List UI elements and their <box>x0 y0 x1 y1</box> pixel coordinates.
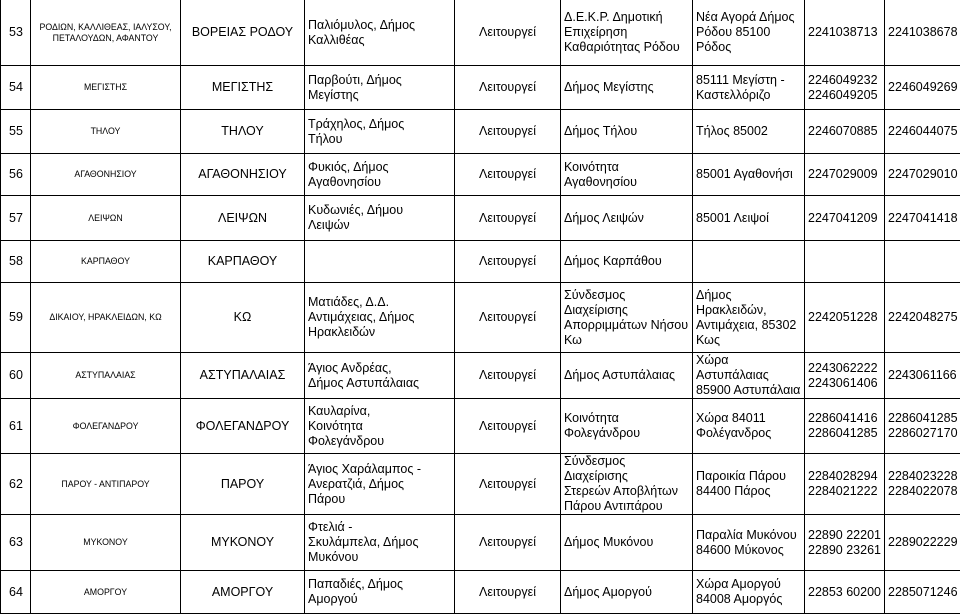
operation-status: Λειτουργεί <box>455 454 561 515</box>
island-name: ΒΟΡΕΙΑΣ ΡΟΔΟΥ <box>181 0 305 66</box>
municipalities-served: ΑΓΑΘΟΝΗΣΙΟΥ <box>31 154 181 196</box>
phone-number: 22890 22201 22890 23261 <box>805 515 885 571</box>
municipalities-served: ΚΑΡΠΑΘΟΥ <box>31 241 181 283</box>
row-number: 64 <box>1 571 31 614</box>
fax-number: 2285071246 <box>885 571 960 614</box>
phone-number: 2243062222 2243061406 <box>805 353 885 399</box>
site-location: Άγιος Χαράλαμπος - Ανερατζιά, Δήμος Πάρου <box>305 454 455 515</box>
table-row <box>1 66 960 110</box>
phone-number: 2284028294 2284021222 <box>805 454 885 515</box>
fax-number: 2289022229 <box>885 515 960 571</box>
operation-status: Λειτουργεί <box>455 515 561 571</box>
row-number: 54 <box>1 66 31 110</box>
site-location <box>305 241 455 283</box>
row-number: 58 <box>1 241 31 283</box>
municipalities-served: ΜΕΓΙΣΤΗΣ <box>31 66 181 110</box>
operator-address: Τήλος 85002 <box>693 110 805 154</box>
municipalities-served: ΑΜΟΡΓΟΥ <box>31 571 181 614</box>
operator-name: Δ.Ε.Κ.Ρ. Δημοτική Επιχείρηση Καθαριότητας Ρόδου <box>561 0 693 66</box>
operator-address: Παροικία Πάρου 84400 Πάρος <box>693 454 805 515</box>
table-row <box>1 0 960 66</box>
fax-number: 2241038678 <box>885 0 960 66</box>
operation-status: Λειτουργεί <box>455 283 561 353</box>
operator-address <box>693 241 805 283</box>
phone-number: 2246070885 <box>805 110 885 154</box>
island-name: ΠΑΡΟΥ <box>181 454 305 515</box>
municipalities-served: ΦΟΛΕΓΑΝΔΡΟΥ <box>31 399 181 454</box>
island-name: ΛΕΙΨΩΝ <box>181 196 305 241</box>
operation-status: Λειτουργεί <box>455 196 561 241</box>
operator-name: Δήμος Αμοργού <box>561 571 693 614</box>
phone-number: 2246049232 2246049205 <box>805 66 885 110</box>
island-name: ΜΕΓΙΣΤΗΣ <box>181 66 305 110</box>
operation-status: Λειτουργεί <box>455 110 561 154</box>
site-location: Ματιάδες, Δ.Δ. Αντιμάχειας, Δήμος Ηρακλειδών <box>305 283 455 353</box>
phone-number: 22853 60200 <box>805 571 885 614</box>
table-row <box>1 399 960 454</box>
row-number: 57 <box>1 196 31 241</box>
phone-number: 2247041209 <box>805 196 885 241</box>
fax-number: 2242048275 <box>885 283 960 353</box>
island-name: ΜΥΚΟΝΟΥ <box>181 515 305 571</box>
operator-address: Χώρα 84011 Φολέγανδρος <box>693 399 805 454</box>
fax-number: 2247041418 <box>885 196 960 241</box>
operator-name: Δήμος Λειψών <box>561 196 693 241</box>
fax-number: 2284023228 2284022078 <box>885 454 960 515</box>
table-row <box>1 283 960 353</box>
site-location: Φτελιά - Σκυλάμπελα, Δήμος Μυκόνου <box>305 515 455 571</box>
site-location: Καυλαρίνα, Κοινότητα Φολεγάνδρου <box>305 399 455 454</box>
operation-status: Λειτουργεί <box>455 241 561 283</box>
site-location: Φυκιός, Δήμος Αγαθονησίου <box>305 154 455 196</box>
row-number: 59 <box>1 283 31 353</box>
site-location: Παπαδιές, Δήμος Αμοργού <box>305 571 455 614</box>
operator-name: Κοινότητα Φολεγάνδρου <box>561 399 693 454</box>
fax-number: 2246044075 <box>885 110 960 154</box>
site-location: Άγιος Ανδρέας, Δήμος Αστυπάλαιας <box>305 353 455 399</box>
operator-address: 85111 Μεγίστη - Καστελλόριζο <box>693 66 805 110</box>
phone-number: 2286041416 2286041285 <box>805 399 885 454</box>
phone-number: 2241038713 <box>805 0 885 66</box>
operator-address: Δήμος Ηρακλειδών, Αντιμάχεια, 85302 Κως <box>693 283 805 353</box>
operator-address: Νέα Αγορά Δήμος Ρόδου 85100 Ρόδος <box>693 0 805 66</box>
operator-name: Κοινότητα Αγαθονησίου <box>561 154 693 196</box>
operator-name: Σύνδεσμος Διαχείρισης Στερεών Αποβλήτων Πάρου Αντιπάρου <box>561 454 693 515</box>
row-number: 55 <box>1 110 31 154</box>
operator-address: Χώρα Αστυπάλαιας 85900 Αστυπάλαια <box>693 353 805 399</box>
table-row <box>1 154 960 196</box>
operation-status: Λειτουργεί <box>455 66 561 110</box>
municipalities-served: ΡΟΔΙΩΝ, ΚΑΛΛΙΘΕΑΣ, ΙΑΛΥΣΟΥ, ΠΕΤΑΛΟΥΔΩΝ, ΑΦΑΝΤΟΥ <box>31 0 181 66</box>
row-number: 60 <box>1 353 31 399</box>
table-row <box>1 454 960 515</box>
row-number: 53 <box>1 0 31 66</box>
operator-name: Δήμος Τήλου <box>561 110 693 154</box>
island-name: ΤΗΛΟΥ <box>181 110 305 154</box>
phone-number: 2242051228 <box>805 283 885 353</box>
site-location: Κυδωνιές, Δήμου Λειψών <box>305 196 455 241</box>
row-number: 63 <box>1 515 31 571</box>
operator-name: Δήμος Καρπάθου <box>561 241 693 283</box>
fax-number: 2247029010 <box>885 154 960 196</box>
fax-number <box>885 241 960 283</box>
site-location: Τράχηλος, Δήμος Τήλου <box>305 110 455 154</box>
island-name: ΑΓΑΘΟΝΗΣΙΟΥ <box>181 154 305 196</box>
operation-status: Λειτουργεί <box>455 353 561 399</box>
island-name: ΑΜΟΡΓΟΥ <box>181 571 305 614</box>
operator-name: Δήμος Μεγίστης <box>561 66 693 110</box>
municipalities-served: ΤΗΛΟΥ <box>31 110 181 154</box>
operator-address: 85001 Αγαθονήσι <box>693 154 805 196</box>
operation-status: Λειτουργεί <box>455 154 561 196</box>
operator-name: Δήμος Αστυπάλαιας <box>561 353 693 399</box>
fax-number: 2246049269 <box>885 66 960 110</box>
island-name: ΦΟΛΕΓΑΝΔΡΟΥ <box>181 399 305 454</box>
municipalities-served: ΛΕΙΨΩΝ <box>31 196 181 241</box>
operator-address: Παραλία Μυκόνου 84600 Μύκονος <box>693 515 805 571</box>
table-row <box>1 571 960 614</box>
island-name: ΚΑΡΠΑΘΟΥ <box>181 241 305 283</box>
operation-status: Λειτουργεί <box>455 571 561 614</box>
site-location: Παλιόμυλος, Δήμος Καλλιθέας <box>305 0 455 66</box>
island-name: ΑΣΤΥΠΑΛΑΙΑΣ <box>181 353 305 399</box>
operator-name: Σύνδεσμος Διαχείρισης Απορριμμάτων Νήσου Κω <box>561 283 693 353</box>
municipalities-served: ΜΥΚΟΝΟΥ <box>31 515 181 571</box>
operator-address: 85001 Λειψοί <box>693 196 805 241</box>
row-number: 61 <box>1 399 31 454</box>
fax-number: 2243061166 <box>885 353 960 399</box>
operation-status: Λειτουργεί <box>455 399 561 454</box>
table-row <box>1 110 960 154</box>
phone-number <box>805 241 885 283</box>
row-number: 56 <box>1 154 31 196</box>
fax-number: 2286041285 2286027170 <box>885 399 960 454</box>
phone-number: 2247029009 <box>805 154 885 196</box>
operator-name: Δήμος Μυκόνου <box>561 515 693 571</box>
table-row <box>1 241 960 283</box>
table-row <box>1 196 960 241</box>
site-location: Παρβούτι, Δήμος Μεγίστης <box>305 66 455 110</box>
municipalities-served: ΔΙΚΑΙΟΥ, ΗΡΑΚΛΕΙΔΩΝ, ΚΩ <box>31 283 181 353</box>
operation-status: Λειτουργεί <box>455 0 561 66</box>
table-row <box>1 353 960 399</box>
operator-address: Χώρα Αμοργού 84008 Αμοργός <box>693 571 805 614</box>
row-number: 62 <box>1 454 31 515</box>
municipalities-served: ΠΑΡΟΥ - ΑΝΤΙΠΑΡΟΥ <box>31 454 181 515</box>
island-name: ΚΩ <box>181 283 305 353</box>
municipalities-served: ΑΣΤΥΠΑΛΑΙΑΣ <box>31 353 181 399</box>
table-row <box>1 515 960 571</box>
